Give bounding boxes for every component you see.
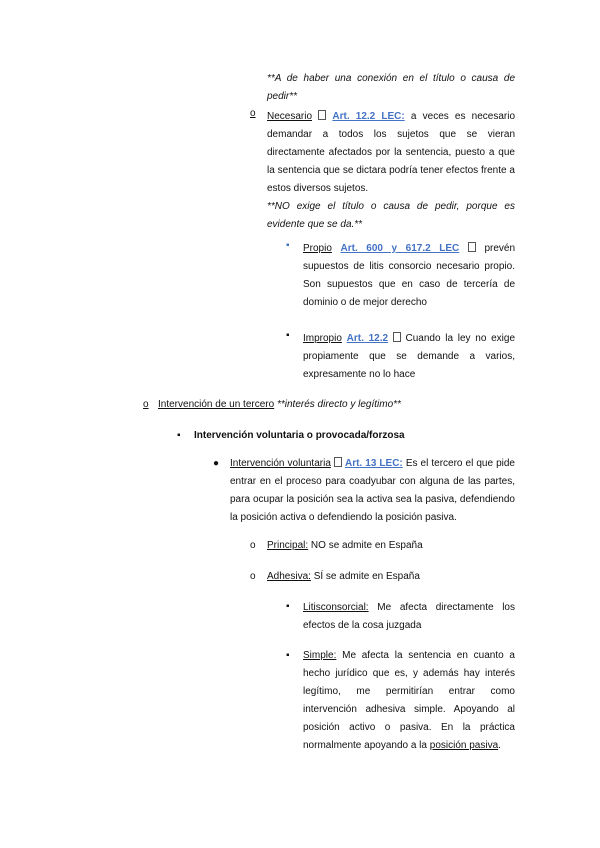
text-necesario: a veces es necesario demandar a todos los sujetos que se vieran directamente afectados por la sentencia, puesto a que la sentencia que se dictara podría tener efectos frente a estos diversos sujetos. bbox=[267, 111, 516, 194]
text-simple-tail: posición pasiva bbox=[429, 740, 499, 751]
bullet-intervencion-voluntaria-marker: ● bbox=[213, 458, 220, 469]
term-adhesiva: Adhesiva: bbox=[267, 571, 311, 582]
text-propio: prevén supuestos de litis consorcio necesario propio. Son supuestos que en caso de tercería de dominio o de mejor derecho bbox=[303, 243, 516, 308]
arrow-icon bbox=[393, 332, 401, 342]
bullet-voluntaria-provocada-marker: ▪ bbox=[177, 430, 181, 441]
item-litisconsorcial bbox=[303, 599, 515, 635]
text-simple-end: . bbox=[498, 740, 501, 751]
item-tercero bbox=[158, 399, 518, 410]
term-litisconsorcial: Litisconsorcial: bbox=[303, 602, 369, 613]
link-art-600-617-lec[interactable]: Art. 600 y 617.2 LEC bbox=[340, 243, 460, 254]
bullet-principal-marker: o bbox=[250, 540, 256, 551]
text-litisconsorcial: Me afecta directamente los efectos de la cosa juzgada bbox=[303, 602, 515, 631]
item-impropio bbox=[303, 330, 515, 384]
note-necesario: **NO exige el título o causa de pedir, porque es evidente que se da.** bbox=[267, 201, 515, 230]
term-principal: Principal: bbox=[267, 540, 309, 551]
term-propio: Propio bbox=[303, 243, 332, 254]
arrow-icon bbox=[334, 457, 342, 467]
heading-voluntaria-provocada: Intervención voluntaria o provocada/forzosa bbox=[194, 430, 405, 441]
bullet-necesario-marker: o bbox=[250, 108, 256, 119]
arrow-icon bbox=[468, 242, 476, 252]
note-connection-text: **A de haber una conexión en el título o causa de pedir** bbox=[267, 73, 515, 102]
term-necesario: Necesario bbox=[267, 111, 313, 122]
bullet-propio-marker: ▪ bbox=[286, 240, 290, 251]
item-necesario bbox=[267, 108, 515, 234]
term-intervencion-voluntaria: Intervención voluntaria bbox=[230, 458, 331, 469]
link-art-13-lec[interactable]: Art. 13 LEC: bbox=[344, 458, 403, 469]
arrow-icon bbox=[318, 110, 326, 120]
text-principal: NO se admite en España bbox=[310, 540, 423, 551]
item-adhesiva bbox=[267, 571, 517, 582]
item-simple bbox=[303, 647, 515, 755]
bullet-simple-marker: ▪ bbox=[286, 650, 290, 661]
term-tercero: Intervención de un tercero bbox=[158, 399, 275, 410]
text-intervencion-voluntaria: Es el tercero el que pide entrar en el proceso para coadyubar con alguna de las partes, para ocupar la posición sea la activa sea la pasiva, defendiendo la posición activa o defendiendo la posición pasiva. bbox=[230, 458, 515, 523]
bullet-litisconsorcial-marker: ▪ bbox=[286, 601, 290, 612]
text-impropio: Cuando la ley no exige propiamente que se demande a varios, expresamente no lo hace bbox=[303, 333, 516, 380]
bullet-impropio-marker: ▪ bbox=[286, 330, 290, 341]
term-impropio: Impropio bbox=[303, 333, 342, 344]
bullet-tercero-marker: o bbox=[143, 399, 149, 410]
link-art-12-2-lec[interactable]: Art. 12.2 LEC: bbox=[332, 111, 405, 122]
bullet-adhesiva-marker: o bbox=[250, 571, 256, 582]
text-adhesiva: SÍ se admite en España bbox=[313, 571, 420, 582]
note-tercero: **interés directo y legítimo** bbox=[276, 399, 401, 410]
item-propio bbox=[303, 240, 515, 312]
note-connection bbox=[267, 70, 515, 106]
item-principal bbox=[267, 540, 517, 551]
link-art-12-2[interactable]: Art. 12.2 bbox=[346, 333, 389, 344]
item-intervencion-voluntaria bbox=[230, 455, 515, 527]
term-simple: Simple: bbox=[303, 650, 337, 661]
text-simple: Me afecta la sentencia en cuanto a hecho jurídico que es, y además hay interés legítimo, me permitirían entrar como intervención adhesiva simple. Apoyando al posición activo o pasiva. En la práctica normalmente apoyando a la bbox=[303, 650, 515, 751]
